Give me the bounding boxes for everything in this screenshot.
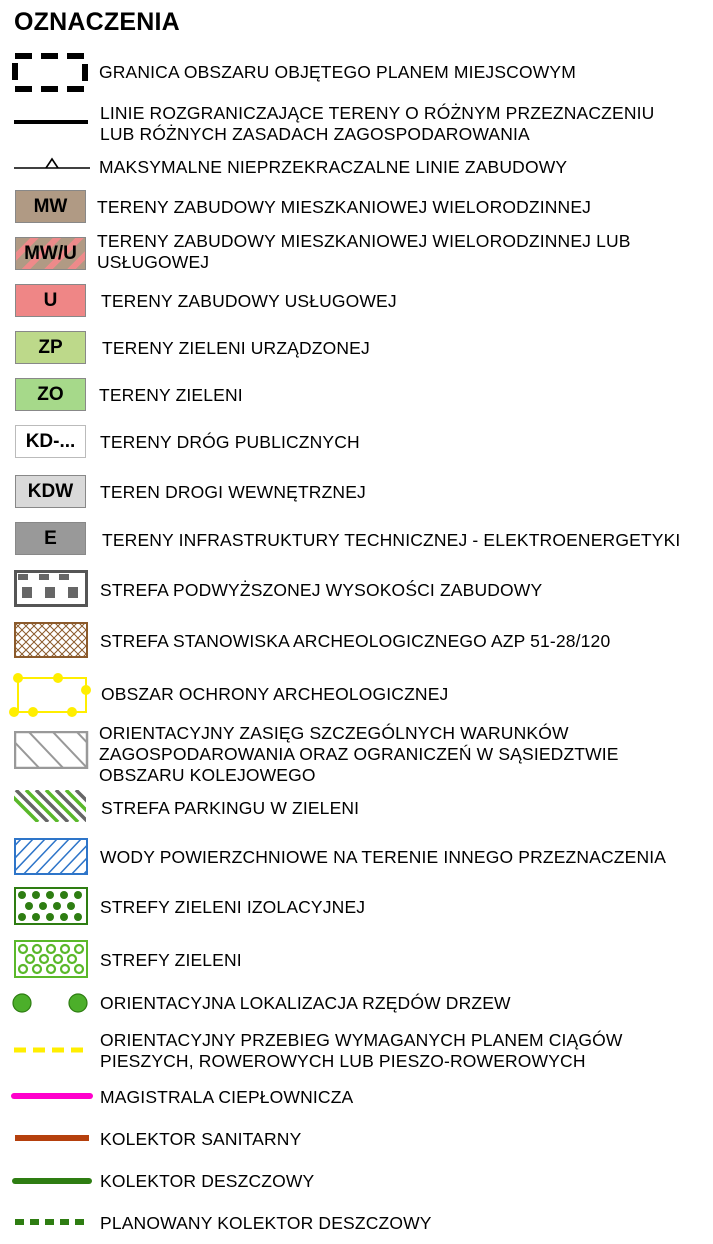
- legend-label-zp: TERENY ZIELENI URZĄDZONEJ: [102, 338, 370, 358]
- mwu-code: MW/U: [24, 242, 77, 264]
- zo-swatch: [15, 378, 86, 411]
- e-code: E: [44, 527, 57, 549]
- legend-label-granica: GRANICA OBSZARU OBJĘTEGO PLANEM MIEJSCOWYM: [99, 62, 576, 82]
- legend-label-ciagi: ORIENTACYJNY PRZEBIEG WYMAGANYCH PLANEM CIĄGÓW PIESZYCH, ROWEROWYCH LUB PIESZO-ROWEROWYCH: [100, 1030, 623, 1071]
- legend-label-kolej: ORIENTACYJNY ZASIĘG SZCZEGÓLNYCH WARUNKÓW ZAGOSPODAROWANIA ORAZ OGRANICZEŃ W SĄSIEDZTWIE OBSZARU KOLEJOWEGO: [99, 723, 619, 785]
- legend-label-zielen: STREFY ZIELENI: [100, 950, 242, 970]
- parking-green-hatch-icon: [14, 788, 89, 826]
- pedestrian-path-dashed-icon: [12, 1044, 92, 1056]
- legend-label-kd: TERENY DRÓG PUBLICZNYCH: [100, 432, 360, 452]
- building-line-icon: [12, 156, 92, 172]
- legend-label-e: TERENY INFRASTRUKTURY TECHNICZNEJ - ELEKTROENERGETYKI: [102, 530, 681, 550]
- heating-main-line-icon: [10, 1089, 94, 1103]
- mw-swatch: [15, 190, 86, 223]
- mwu-swatch: [15, 237, 86, 270]
- legend-label-strefa-wysokosci: STREFA PODWYŻSZONEJ WYSOKOŚCI ZABUDOWY: [100, 580, 543, 600]
- legend-label-strefa-azp: STREFA STANOWISKA ARCHEOLOGICZNEGO AZP 51-28/120: [100, 631, 611, 651]
- kdw-swatch: [15, 475, 86, 508]
- dividing-line-icon: [12, 116, 90, 128]
- legend-label-deszczowy: KOLEKTOR DESZCZOWY: [100, 1171, 315, 1191]
- railway-zone-hatch-icon: [14, 731, 89, 769]
- storm-sewer-line-icon: [10, 1174, 94, 1188]
- archaeological-site-hatch-icon: [14, 622, 89, 658]
- boundary-dashed-rect-icon: [12, 53, 90, 93]
- archaeological-protection-icon: [6, 670, 96, 720]
- legend-label-drzewa: ORIENTACYJNA LOKALIZACJA RZĘDÓW DRZEW: [100, 993, 511, 1013]
- legend-label-magistrala: MAGISTRALA CIEPŁOWNICZA: [100, 1087, 354, 1107]
- height-zone-icon: [14, 570, 89, 608]
- kd-code: KD-...: [25, 430, 76, 452]
- isolation-green-dots-icon: [14, 887, 89, 925]
- zp-code: ZP: [38, 336, 63, 358]
- legend-label-zo: TERENY ZIELENI: [99, 385, 243, 405]
- legend-label-izolacyjna: STREFY ZIELENI IZOLACYJNEJ: [100, 897, 366, 917]
- legend-label-mw: TERENY ZABUDOWY MIESZKANIOWEJ WIELORODZINNEJ: [97, 197, 592, 217]
- legend-label-linie-zabudowy: MAKSYMALNE NIEPRZEKRACZALNE LINIE ZABUDOWY: [99, 157, 568, 177]
- surface-water-hatch-icon: [14, 838, 89, 876]
- u-swatch: [15, 284, 86, 317]
- legend-label-u: TERENY ZABUDOWY USŁUGOWEJ: [101, 291, 397, 311]
- legend-label-parking: STREFA PARKINGU W ZIELENI: [101, 798, 360, 818]
- kd-swatch: [15, 425, 86, 458]
- mw-code: MW: [33, 195, 68, 217]
- legend-label-linie-rozgraniczajace: LINIE ROZGRANICZAJĄCE TERENY O RÓŻNYM PRZEZNACZENIU LUB RÓŻNYCH ZASADACH ZAGOSPODAROWANIA: [100, 103, 655, 144]
- zp-swatch: [15, 331, 86, 364]
- zo-code: ZO: [37, 383, 64, 405]
- tree-rows-icon: [10, 990, 92, 1016]
- legend-label-ochrona-arch: OBSZAR OCHRONY ARCHEOLOGICZNEJ: [101, 684, 449, 704]
- sanitary-sewer-line-icon: [10, 1131, 94, 1145]
- legend-label-planowany-deszczowy: PLANOWANY KOLEKTOR DESZCZOWY: [100, 1213, 432, 1233]
- green-zone-circles-icon: [14, 940, 89, 978]
- legend-label-sanitarny: KOLEKTOR SANITARNY: [100, 1129, 302, 1149]
- planned-storm-sewer-dashed-icon: [10, 1215, 94, 1229]
- e-swatch: [15, 522, 86, 555]
- legend-label-wody: WODY POWIERZCHNIOWE NA TERENIE INNEGO PRZEZNACZENIA: [100, 847, 667, 867]
- legend-label-kdw: TEREN DROGI WEWNĘTRZNEJ: [100, 482, 366, 502]
- legend-label-mwu: TERENY ZABUDOWY MIESZKANIOWEJ WIELORODZINNEJ LUB USŁUGOWEJ: [97, 231, 631, 272]
- u-code: U: [43, 289, 58, 311]
- kdw-code: KDW: [27, 480, 74, 502]
- legend-title: OZNACZENIA: [14, 8, 180, 36]
